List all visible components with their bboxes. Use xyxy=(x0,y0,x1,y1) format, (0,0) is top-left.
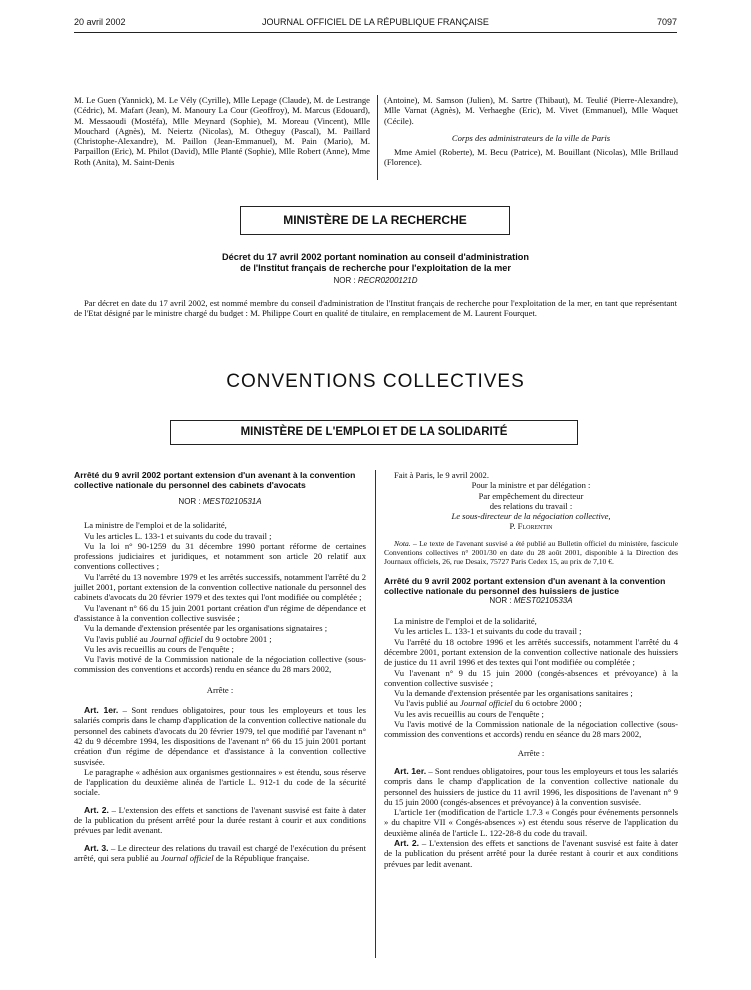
arrete1-article1: Art. 1er. – Sont rendues obligatoires, pour tous les employeurs et tous les salariés compris dans le champ d'application de la convention collective nationale du personnel des cabinets d'avocats du 20 février 1979, tel que modifié par l'avenant n° 42 du 9 décembre 1994, les dispositions de l'avenant n° 66 du 15 juin 2001 portant création d'un régime de dépendance et d'assistance à la convention collective susvisée. xyxy=(74,705,366,767)
top-left-column xyxy=(74,95,370,167)
arrete2-article2: Art. 2. – L'extension des effets et sanctions de l'avenant susvisé est faite à dater de la publication du présent arrêté pour la durée restant à courir et aux conditions prévues par ledit avenant. xyxy=(384,838,679,869)
page-number: 7097 xyxy=(656,17,677,27)
nota: Nota. – Le texte de l'avenant susvisé a été publié au Bulletin officiel du ministère, fascicule Conventions collectives n° 2001/30 en date du 28 août 2001, disponible à la Direction des Journaux officiels, 26, rue Desaix, 75727 Paris Cedex 15, au prix de 7,10 €. xyxy=(384,538,678,566)
arrete1-title: Arrêté du 9 avril 2002 portant extension d'un avenant à la convention collective nationale du personnel des cabinets d'avocats xyxy=(74,470,356,490)
section-heading-conventions: CONVENTIONS COLLECTIVES xyxy=(226,371,525,392)
arrete1-column: Arrêté du 9 avril 2002 portant extension d'un avenant à la convention collective nationale du personnel des cabinets d'avocats NOR : MEST0210531A La ministre de l'emploi et de la solidarité, Vu les articles L. 133-1 et suivants du code du travail ; Vu la loi n° 90-1259 du 31 décembre 1990 portant réforme de certaines professions judiciaires et juridiques, et notamment son article 20 relatif aux conventions collectives ; Vu l'arrêté du 13 novembre 1979 et les arrêtés successifs, notamment l'arrêté du 2 juillet 2001, portant extension de la convention collective nationale du personnel des cabinets d'avocats du 20 février 1979 et des textes qui l'ont modifiée ou complétée ; Vu l'avenant n° 66 du 15 juin 2001 portant création d'un régime de dépendance et d'assistance à la convention collective susvisée ; Vu la demande d'extension présentée par les organisations signataires ; Vu l'avis publié au Journal officiel du 9 octobre 2001 ; Vu les avis recueillis au cours de l'enquête ; Vu l'avis motivé de la Commission nationale de la négociation collective (sous-commission des conventions et accords) rendu en séance du 28 mars 2002, Arrête : Art. 1er. – Sont rendues obligatoires, pour tous les employeurs et tous les salariés compris dans le champ d'application de la convention collective nationale du personnel des cabinets d'avocats du 20 février 1979, tel que modifié par l'avenant n° 42 du 9 décembre 1994, les dispositions de l'avenant n° 66 du 15 juin 2001 portant création d'un régime de dépendance et d'assistance à la convention collective susvisée. Le paragraphe « adhésion aux organismes gestionnaires » est étendu, sous réserve de l'application du deuxième alinéa de l'article L. 912-1 du code de la sécurité sociale. Art. 2. – L'extension des effets et sanctions de l'avenant susvisé est faite à dater de la publication du présent arrêté pour la durée restant à courir et aux conditions prévues par ledit avenant. Art. 3. – Le directeur des relations du travail est chargé de l'exécution du présent arrêté, qui sera publié au Journal officiel de la République française. xyxy=(74,470,366,863)
corps-heading: Corps des administrateurs de la ville de Paris xyxy=(451,132,611,143)
names-list-left: M. Le Guen (Yannick), M. Le Vély (Cyrille), Mlle Lepage (Claude), M. de Lestrange (Cédric), M. Mafart (Jean), M. Manoury La Cour (Geoffroy), M. Marcus (Edouard), M. Messaoudi (Mostéfa), Mlle Meynard (Sophie), M. Moreau (Vincent), Mlle Mouchard (Agnès), M. Neiertz (Nicolas), M. Otheguy (Pascal), M. Paillard (Christophe-Alexandre), M. Paillon (Jean-Emmanuel), M. Pain (Mario), M. Parpaillon (Eric), M. Philot (David), Mlle Planté (Sophie), Mlle Robert (Anne), Mme Roth (Anita), M. Saint-Denis xyxy=(74,95,370,167)
decret-body: Par décret en date du 17 avril 2002, est nommé membre du conseil d'administration de l'Institut français de recherche pour l'exploitation de la mer, en tant que représentant de l'Etat désigné par le ministre chargé du budget : M. Philippe Court en qualité de titulaire, en remplacement de M. Laurent Fourquet. xyxy=(74,298,677,319)
decret-nor: NOR : RECR0200121D xyxy=(333,276,418,285)
ministry-box-recherche xyxy=(240,206,510,235)
arrete2-arrete-label: Arrête : xyxy=(517,747,545,758)
decret-title-line1: Décret du 17 avril 2002 portant nomination au conseil d'administration xyxy=(222,252,529,262)
arrete1-article2: Art. 2. – L'extension des effets et sanctions de l'avenant susvisé est faite à dater de la publication du présent arrêté pour la durée restant à courir et aux conditions prévues par ledit avenant. xyxy=(74,804,366,836)
arrete1-nor: NOR : MEST0210531A xyxy=(178,497,262,506)
ministry-name-emploi: MINISTÈRE DE L'EMPLOI ET DE LA SOLIDARITÉ xyxy=(240,426,508,438)
column-divider-top xyxy=(377,95,378,180)
names-list-right: (Antoine), M. Samson (Julien), M. Sartre (Thibaut), M. Teulié (Pierre-Alexandre), Mlle Varnat (Agnès), M. Verhaeghe (Eric), M. Vivet (Emmanuel), Mlle Waquet (Cécile). xyxy=(384,95,678,126)
header-date: 20 avril 2002 xyxy=(74,17,126,27)
journal-title: JOURNAL OFFICIEL DE LA RÉPUBLIQUE FRANÇAISE xyxy=(262,17,489,27)
ministry-name-recherche: MINISTÈRE DE LA RECHERCHE xyxy=(283,213,467,227)
signature-place: Fait à Paris, le 9 avril 2002. xyxy=(394,470,489,480)
column-divider-bottom xyxy=(375,470,376,958)
names-list-paris: Mme Amiel (Roberte), M. Becu (Patrice), M. Bouillant (Nicolas), Mlle Brillaud (Florence). xyxy=(384,147,678,168)
signatory-name: P. Florentin xyxy=(509,521,553,532)
header-rule xyxy=(74,32,677,33)
ministry-box-emploi xyxy=(170,420,578,445)
top-right-column xyxy=(384,95,678,168)
arrete1-arrete-label: Arrête : xyxy=(206,684,234,695)
arrete2-nor: NOR : MEST0210533A xyxy=(489,595,573,605)
right-column: Fait à Paris, le 9 avril 2002. Pour la ministre et par délégation : Par empêchement du directeur des relations du travail : Le sous-directeur de la négociation collective, P. Florentin Nota. – Le texte de l'avenant susvisé a été publié au Bulletin officiel du ministère, fascicule Conventions collectives n° 2001/30 en date du 28 août 2001, disponible à la Direction des Journaux officiels, 26, rue Desaix, 75727 Paris Cedex 15, au prix de 7,10 €. Arrêté du 9 avril 2002 portant extension d'un avenant à la convention collective nationale du personnel des huissiers de justice NOR : MEST0210533A La ministre de l'emploi et de la solidarité, Vu les articles L. 133-1 et suivants du code du travail ; Vu l'arrêté du 18 octobre 1996 et les arrêtés successifs, notamment l'arrêté du 4 décembre 2001, portant extension de la convention collective nationale des huissiers de justice du 11 avril 1996 et des textes qui l'ont modifiée ou complétée ; Vu l'avenant n° 9 du 15 juin 2000 (congés-absences et prévoyance) à la convention collective susvisée ; Vu la demande d'extension présentée par les organisations sanitaires ; Vu l'avis publié au Journal officiel du 6 octobre 2000 ; Vu les avis recueillis au cours de l'enquête ; Vu l'avis motivé de la Commission nationale de la négociation collective (sous-commission des conventions et accords) rendu en séance du 28 mars 2002, Arrête : Art. 1er. – Sont rendues obligatoires, pour tous les employeurs et tous les salariés compris dans le champ d'application de la convention collective nationale du personnel des huissiers de justice du 11 avril 1996, les dispositions de l'avenant n° 9 du 15 juin 2000 (congés-absences et prévoyance) à la convention susvisée. L'article 1er (modification de l'article 1.7.3 « Congés pour événements personnels » du chapitre VII « Congés-absences ») est étendu sous réserve de l'application du deuxième alinéa de l'article L. 122-28-8 du code du travail. Art. 2. – L'extension des effets et sanctions de l'avenant susvisé est faite à dater de la publication du présent arrêté pour la durée restant à courir et aux conditions prévues par ledit avenant. xyxy=(384,470,679,869)
decret-title-line2: de l'Institut français de recherche pour l'exploitation de la mer xyxy=(240,263,511,273)
page-header xyxy=(74,17,677,31)
decret-title xyxy=(74,252,677,286)
arrete2-article1: Art. 1er. – Sont rendues obligatoires, pour tous les employeurs et tous les salariés compris dans le champ d'application de la convention collective nationale du personnel des huissiers de justice du 11 avril 1996, les dispositions de l'avenant n° 9 du 15 juin 2000 (congés-absences et prévoyance) à la convention susvisée. xyxy=(384,765,678,807)
arrete1-article3: Art. 3. – Le directeur des relations du travail est chargé de l'exécution du présent arrêté, qui sera publié au Journal officiel de la République française. xyxy=(74,842,366,863)
arrete2-title: Arrêté du 9 avril 2002 portant extension d'un avenant à la convention collective nationale du personnel des huissiers de justice xyxy=(384,575,666,596)
